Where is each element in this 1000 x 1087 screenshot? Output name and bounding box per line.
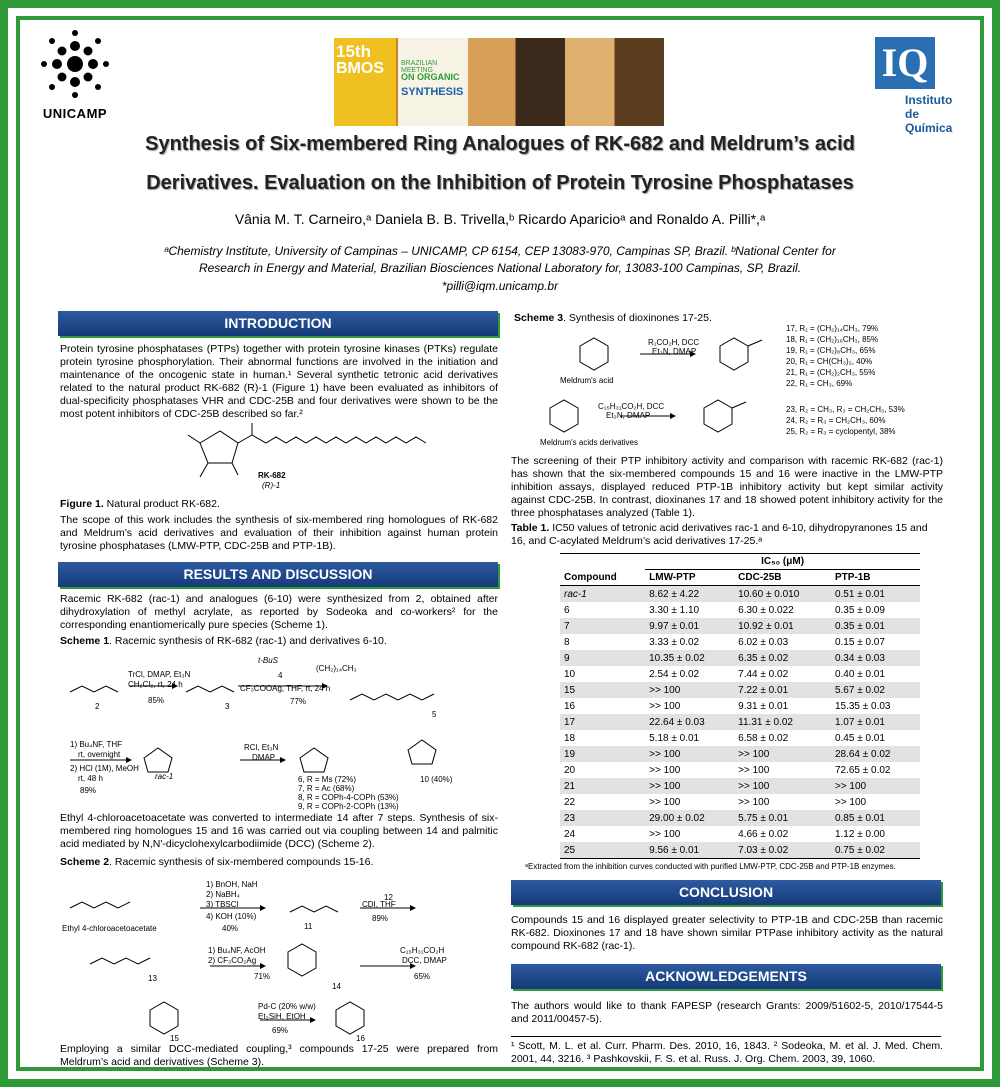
- table-row: [560, 842, 920, 859]
- scheme1-r5: CF₃COOAg, THF, rt, 24 h: [240, 684, 331, 693]
- ic50-blank-header: [560, 554, 645, 570]
- ic50-cell: 0.51 ± 0.01: [831, 586, 920, 603]
- results-para1: Racemic RK-682 (rac-1) and analogues (6-10) were synthesized from 2, obtained after dihydroxylation of methyl acrylate, as reported by Sodeoka and co-workers² for the corresponding enantiomerically pure species (Scheme 1).: [60, 593, 498, 631]
- conclusion-text: Compounds 15 and 16 displayed greater selectivity to PTP-1B and CDC-25B than racemic RK-682. Dioxinones 17 and 18 have shown similar PTPase inhibitory activity as the natural compound RK-682 (rac-1).: [511, 914, 943, 952]
- ic50-cell: 7.22 ± 0.01: [734, 682, 831, 698]
- scheme1-c5: 5: [432, 710, 437, 719]
- introduction-para2: The scope of this work includes the synthesis of six-membered ring homologues of RK-682 and Meldrum’s acid derivatives and evaluation of their inhibition against human protein tyrosine phosphatases (LMW-PTP, CDC-25B and PTP-1B).: [60, 514, 498, 552]
- ic50-cell: 29.00 ± 0.02: [645, 810, 734, 826]
- compound-cell: 24: [564, 828, 576, 840]
- compound-cell: 9: [560, 650, 645, 666]
- compound-cell: 7: [560, 618, 645, 634]
- scheme3-p22: 22, R₁ = CH₃, 69%: [786, 379, 853, 388]
- scheme1-y2: 77%: [290, 697, 307, 706]
- table-row: [560, 778, 920, 794]
- scheme2-s10: Pd-C (20% w/w): [258, 1002, 316, 1011]
- ic50-cell: 7.03 ± 0.02: [734, 842, 831, 859]
- compound-cell: 18: [564, 732, 576, 744]
- table-row: [560, 698, 920, 714]
- compound-cell: 19: [560, 746, 645, 762]
- table-row: [560, 682, 920, 698]
- compound-cell: 20: [564, 764, 576, 776]
- scheme2-sy3: 71%: [254, 972, 271, 981]
- scheme2-s4: 4) KOH (10%): [206, 912, 257, 921]
- results-para3: Employing a similar DCC-mediated coupling,³ compounds 17-25 were prepared from Meldrum’s acid and derivatives (Scheme 3).: [60, 1043, 498, 1068]
- compound-cell: 17: [560, 714, 645, 730]
- ic50-body: [560, 586, 920, 859]
- scheme1-r6: 1) Bu₄NF, THF: [70, 740, 123, 749]
- ic50-cell: 6.35 ± 0.02: [734, 650, 831, 666]
- ic50-cell: 3.33 ± 0.02: [649, 636, 700, 648]
- scheme2-start: Ethyl 4-chloroacetoacetate: [62, 924, 157, 933]
- table-row: [560, 634, 920, 650]
- unicamp-logo: [30, 30, 120, 125]
- compound-cell: 15: [560, 682, 645, 698]
- col-header-lmw: LMW-PTP: [649, 572, 696, 583]
- ic50-cell: >> 100: [734, 778, 831, 794]
- table-row: [560, 714, 920, 730]
- scheme2-caption: [60, 856, 498, 869]
- title-line1: Synthesis of Six-membered Ring Analogues of RK-682 and Meldrum’s acid: [145, 133, 855, 155]
- compound-cell: 22: [564, 796, 576, 808]
- scheme2-s6: 1) Bu₄NF, AcOH: [208, 946, 266, 955]
- ic50-cell: 1.12 ± 0.00: [834, 828, 885, 840]
- compound-cell: 8: [564, 636, 570, 648]
- table1-footnote: ᵃExtracted from the inhibition curves conducted with purified LMW-PTP, CDC-25B and PTP-1B enzymes.: [525, 862, 896, 871]
- ic50-cell: 0.85 ± 0.01: [831, 810, 920, 826]
- unicamp-emblem-icon: [30, 30, 120, 102]
- scheme2-c11: 11: [304, 922, 313, 931]
- scheme2-caption-bold: Scheme 2: [60, 856, 110, 868]
- scheme2-s5: CDI, THF: [362, 900, 396, 909]
- scheme2-c12: 12: [384, 893, 393, 902]
- scheme1-c4: 4: [278, 671, 283, 680]
- scheme1-d8: 8, R = COPh-4-COPh (53%): [298, 793, 399, 802]
- compound-cell: 6: [564, 604, 570, 616]
- ic50-cell: 5.67 ± 0.02: [831, 682, 920, 698]
- ic50-cell: >> 100: [649, 700, 681, 712]
- table-row: [560, 746, 920, 762]
- scheme1-r4: (CH₂)₁₄CH₃: [316, 664, 357, 673]
- scheme2-sy1: 40%: [222, 924, 239, 933]
- scheme2-sy4: 65%: [414, 972, 431, 981]
- scheme3-p19: 19, R₁ = (CH₂)₈CH₃, 65%: [786, 346, 876, 355]
- scheme3-caption-bold: Scheme 3: [514, 312, 564, 324]
- ic50-cell: >> 100: [649, 796, 681, 808]
- scheme3-p24: 24, R₂ = R₃ = CH₂CH₃, 60%: [786, 416, 886, 425]
- figure1-caption: [60, 498, 498, 511]
- ic50-cell: 1.07 ± 0.01: [831, 714, 920, 730]
- ic50-cell: 2.54 ± 0.02: [649, 668, 700, 680]
- ic50-cell: >> 100: [645, 778, 734, 794]
- figure1-caption-text: Natural product RK-682.: [103, 498, 220, 510]
- affiliation-line2: Research in Energy and Material, Brazilian Biosciences National Laboratory for, 13083-100 Campinas, SP, Brazil.: [198, 261, 802, 275]
- scheme2-s1: 1) BnOH, NaH: [206, 880, 258, 889]
- acknowledgements-text: The authors would like to thank FAPESP (research Grants: 2009/51602-5, 2010/17544-5 and 2011/00457-5).: [511, 1000, 943, 1025]
- scheme3-caption-text: . Synthesis of dioxinones 17-25.: [563, 312, 712, 324]
- scheme2-s8: C₁₅H₃₁CO₂H: [400, 946, 445, 955]
- scheme1-y1: 85%: [148, 696, 165, 705]
- scheme1-r10: RCl, Et₃N: [244, 743, 279, 752]
- ic50-cell: 8.62 ± 4.22: [645, 586, 734, 603]
- results-heading: RESULTS AND DISCUSSION: [58, 562, 498, 587]
- ic50-cell: 28.64 ± 0.02: [831, 746, 920, 762]
- ic50-cell: 11.31 ± 0.02: [734, 714, 831, 730]
- compound-cell: 16: [564, 700, 576, 712]
- affiliation-line1: ᵃChemistry Institute, University of Campinas – UNICAMP, CP 6154, CEP 13083-970, Campinas SP, Brazil. ᵇNational Center for: [164, 244, 836, 258]
- unicamp-label: UNICAMP: [42, 106, 108, 121]
- ic50-cell: 10.92 ± 0.01: [734, 618, 831, 634]
- scheme3-m2: Et₃N, DMAP: [652, 347, 697, 356]
- references: ¹ Scott, M. L. et al. Curr. Pharm. Des. 2010, 16, 1843. ² Sodeoka, M. et al. J. Med. Chem. 2001, 44, 3216. ³ Pashkovskii, F. S. et al. Russ. J. Org. Chem. 2003, 39, 1060.: [511, 1040, 943, 1065]
- ic50-cell: 72.65 ± 0.02: [834, 764, 891, 776]
- scheme1-caption-text: . Racemic synthesis of RK-682 (rac-1) and derivatives 6-10.: [109, 635, 387, 647]
- ic50-cell: 0.45 ± 0.01: [834, 732, 885, 744]
- table-row: [560, 794, 920, 810]
- ic50-cell: 7.44 ± 0.02: [738, 668, 789, 680]
- scheme1-r11: DMAP: [252, 753, 276, 762]
- scheme1-d9: 9, R = COPh-2-COPh (13%): [298, 802, 399, 811]
- ic50-cell: 6.30 ± 0.022: [738, 604, 794, 616]
- ic50-cell: 0.40 ± 0.01: [834, 668, 885, 680]
- scheme2-s11: Et₃SiH, EtOH: [258, 1012, 306, 1021]
- ic50-cell: 6.02 ± 0.03: [738, 636, 789, 648]
- conclusion-heading: CONCLUSION: [511, 880, 941, 905]
- iq-logo: [875, 37, 967, 135]
- ic50-cell: 4.66 ± 0.02: [738, 828, 789, 840]
- table-row: [560, 730, 920, 746]
- scheme3-n2: Et₃N, DMAP: [606, 411, 651, 420]
- introduction-heading: INTRODUCTION: [58, 311, 498, 336]
- scheme2-c13: 13: [148, 974, 157, 983]
- ic50-cell: >> 100: [645, 746, 734, 762]
- iq-mark: IQ: [875, 37, 935, 89]
- scheme3-p17: 17, R₁ = (CH₂)₁₄CH₃, 79%: [786, 324, 879, 333]
- scheme1-d7: 7, R = Ac (68%): [298, 784, 355, 793]
- scheme2-c15: 15: [170, 1034, 179, 1043]
- table-row: [560, 602, 920, 618]
- scheme2-s3: 3) TBSCl: [206, 900, 239, 909]
- references-divider: [511, 1036, 941, 1037]
- col-header-compound: Compound: [564, 571, 617, 583]
- scheme1-r2: CH₂Cl₂, rt, 24 h: [128, 680, 183, 689]
- table-row: [560, 666, 920, 682]
- bmos-banner: [334, 38, 664, 126]
- scheme3-nlabel: Meldrum's acids derivatives: [540, 438, 639, 447]
- scheme3-p20: 20, R₁ = CH(CH₃)₂, 40%: [786, 357, 873, 366]
- ic50-table: [560, 553, 920, 859]
- ic50-cell: 0.34 ± 0.03: [831, 650, 920, 666]
- results-para2: Ethyl 4-chloroacetoacetate was converted to intermediate 14 after 7 steps. Synthesis of six-membered ring homologues 15 and 16 was carried out via coupling between 14 and palmitic acid mediated by N,N'-dicyclohexylcarbodiimide (DCC) (Scheme 2).: [60, 812, 498, 850]
- ic50-cell: 9.97 ± 0.01: [645, 618, 734, 634]
- bmos-meeting-label: BRAZILIAN MEETING: [401, 60, 438, 74]
- ic50-cell: 22.64 ± 0.03: [645, 714, 734, 730]
- ic50-cell: 9.31 ± 0.01: [738, 700, 789, 712]
- ic50-cell: 10.60 ± 0.010: [734, 586, 831, 603]
- scheme3-n1: C₁₅H₃₁CO₂H, DCC: [598, 402, 665, 411]
- scheme3-p25: 25, R₂ = R₃ = cyclopentyl, 38%: [786, 427, 896, 436]
- col-header-cdc: CDC-25B: [738, 572, 782, 583]
- ic50-cell: 5.75 ± 0.01: [734, 810, 831, 826]
- ic50-cell: 3.30 ± 1.10: [649, 604, 700, 616]
- ic50-cell: >> 100: [834, 796, 867, 808]
- scheme1-r3: t-BuS: [258, 656, 279, 665]
- contact-email: *pilli@iqm.unicamp.br: [441, 279, 559, 293]
- ic50-cell: 6.58 ± 0.02: [738, 732, 789, 744]
- introduction-para1: Protein tyrosine phosphatases (PTPs) together with protein tyrosine kinases (PTKs) regulate protein tyrosine phosphorylation. Their abnormal functions are involved in the initiation and maintenance of the oncogenic state in human.¹ Several synthetic tetronic acid derivatives related to the natural product RK-682 (R)-1 (Figure 1) have been evaluated as inhibitors of dual-specificity phosphatases VHR and CDC-25B and four derivatives were shown to be the most potent inhibitors of CDC-25B described so far.²: [60, 343, 498, 420]
- table-row: [560, 826, 920, 842]
- compound-cell: rac-1: [560, 586, 645, 603]
- figure1-label: RK-682: [258, 471, 286, 480]
- bmos-badge-num: 15th: [336, 42, 371, 61]
- ic50-cell: >> 100: [738, 796, 770, 808]
- iq-line1: Instituto: [905, 93, 953, 107]
- scheme2-c16: 16: [356, 1034, 365, 1043]
- scheme2-sy2: 89%: [372, 914, 389, 923]
- scheme1-c2: 2: [95, 702, 100, 711]
- ic50-cell: 15.35 ± 0.03: [834, 700, 891, 712]
- bmos-synthesis-logo: [398, 38, 468, 126]
- ic50-cell: >> 100: [649, 828, 681, 840]
- bmos-on-label: ON ORGANIC: [401, 72, 460, 82]
- scheme2-caption-text: . Racemic synthesis of six-membered compounds 15-16.: [109, 856, 374, 868]
- scheme1-caption: [60, 635, 498, 648]
- screening-text: The screening of their PTP inhibitory activity and comparison with racemic RK-682 (rac-1) has shown that the six-membered compounds 15 and 16 were inactive in the LMW-PTP inhibition assays, displayed reduced PTP-1B inhibitory activity but kept similar activity against CDC-25B. In contrast, dioxinanes 17 and 18 showed potent inhibitory activity for the three phosphatases analyzed (Table 1).: [511, 455, 943, 519]
- compound-cell: 25: [560, 842, 645, 859]
- compound-cell: 10: [564, 668, 576, 680]
- bmos-badge: [334, 38, 396, 126]
- compound-cell: 21: [560, 778, 645, 794]
- title-line2: Derivatives. Evaluation on the Inhibition of Protein Tyrosine Phosphatases: [146, 172, 854, 194]
- scheme1-d10: 10 (40%): [420, 775, 453, 784]
- scheme1-r8: 2) HCl (1M), MeOH: [70, 764, 139, 773]
- ic50-cell: >> 100: [734, 746, 831, 762]
- scheme1-rac1: rac-1: [155, 772, 174, 781]
- scheme1-caption-bold: Scheme 1: [60, 635, 110, 647]
- scheme3-p23: 23, R₂ = CH₃, R₃ = CH₂CH₃, 53%: [786, 405, 905, 414]
- ic50-cell: 10.35 ± 0.02: [645, 650, 734, 666]
- bmos-synthesis-label: SYNTHESIS: [401, 86, 464, 98]
- table1-caption-text: IC50 values of tetronic acid derivatives rac-1 and 6-10, dihydropyranones 15 and 16, and C-acylated Meldrum’s acid derivatives 17-25.ᵃ: [511, 522, 928, 547]
- affiliation: [150, 243, 850, 277]
- iq-line2: de Química: [905, 107, 953, 135]
- table-row: [560, 586, 920, 603]
- col-header-ptp: PTP-1B: [834, 572, 871, 583]
- authors: Vânia M. T. Carneiro,ᵃ Daniela B. B. Trivella,ᵇ Ricardo Aparicioᵃ and Ronaldo A. Pilli*,ᵃ: [234, 211, 766, 227]
- bmos-badge-text: BMOS: [336, 60, 384, 77]
- ic50-cell: >> 100: [645, 682, 734, 698]
- ic50-cell: >> 100: [831, 778, 920, 794]
- scheme3-p21: 21, R₁ = (CH₂)₂CH₃, 55%: [786, 368, 876, 377]
- figure1-caption-bold: Figure 1.: [60, 498, 104, 510]
- scheme1-y3: 89%: [80, 786, 97, 795]
- scheme2-s7: 2) CF₃CO₂Ag: [208, 956, 257, 965]
- scheme2-s2: 2) NaBH₄: [206, 890, 240, 899]
- scheme3-caption: [514, 312, 944, 325]
- ic50-cell: 0.35 ± 0.09: [834, 604, 885, 616]
- compound-cell: 23: [560, 810, 645, 826]
- ic50-cell: >> 100: [649, 764, 681, 776]
- ic50-cell: 0.75 ± 0.02: [831, 842, 920, 859]
- scheme2-s9: DCC, DMAP: [402, 956, 447, 965]
- ic50-header: IC₅₀ (μM): [645, 554, 920, 570]
- table1-caption-bold: Table 1.: [511, 522, 550, 534]
- ic50-cell: >> 100: [738, 764, 770, 776]
- table-row: [560, 810, 920, 826]
- ic50-cell: 9.56 ± 0.01: [645, 842, 734, 859]
- ic50-cell: 0.15 ± 0.07: [834, 636, 885, 648]
- scheme3-p18: 18, R₁ = (CH₂)₁₆CH₃, 85%: [786, 335, 879, 344]
- ic50-cell: 5.18 ± 0.01: [649, 732, 700, 744]
- scheme1-c3: 3: [225, 702, 230, 711]
- scheme2-c14: 14: [332, 982, 341, 991]
- table-row: [560, 618, 920, 634]
- scheme2-sy5: 69%: [272, 1026, 289, 1035]
- table1-caption: [511, 522, 943, 548]
- acknowledgements-heading: ACKNOWLEDGEMENTS: [511, 964, 941, 989]
- ic50-cell: 0.35 ± 0.01: [831, 618, 920, 634]
- figure1-structure: [180, 413, 480, 493]
- scheme3-mlabel: Meldrum's acid: [560, 376, 614, 385]
- scheme1-r9: rt, 48 h: [78, 774, 103, 783]
- scheme1-d6: 6, R = Ms (72%): [298, 775, 357, 784]
- scheme1-r1: TrCl, DMAP, Et₃N: [128, 670, 191, 679]
- table-row: [560, 762, 920, 778]
- scheme1-r7: rt, overnight: [78, 750, 121, 759]
- scheme3-m1: R₁CO₂H, DCC: [648, 338, 700, 347]
- figure1-sublabel: (R)-1: [262, 481, 281, 490]
- table-row: [560, 650, 920, 666]
